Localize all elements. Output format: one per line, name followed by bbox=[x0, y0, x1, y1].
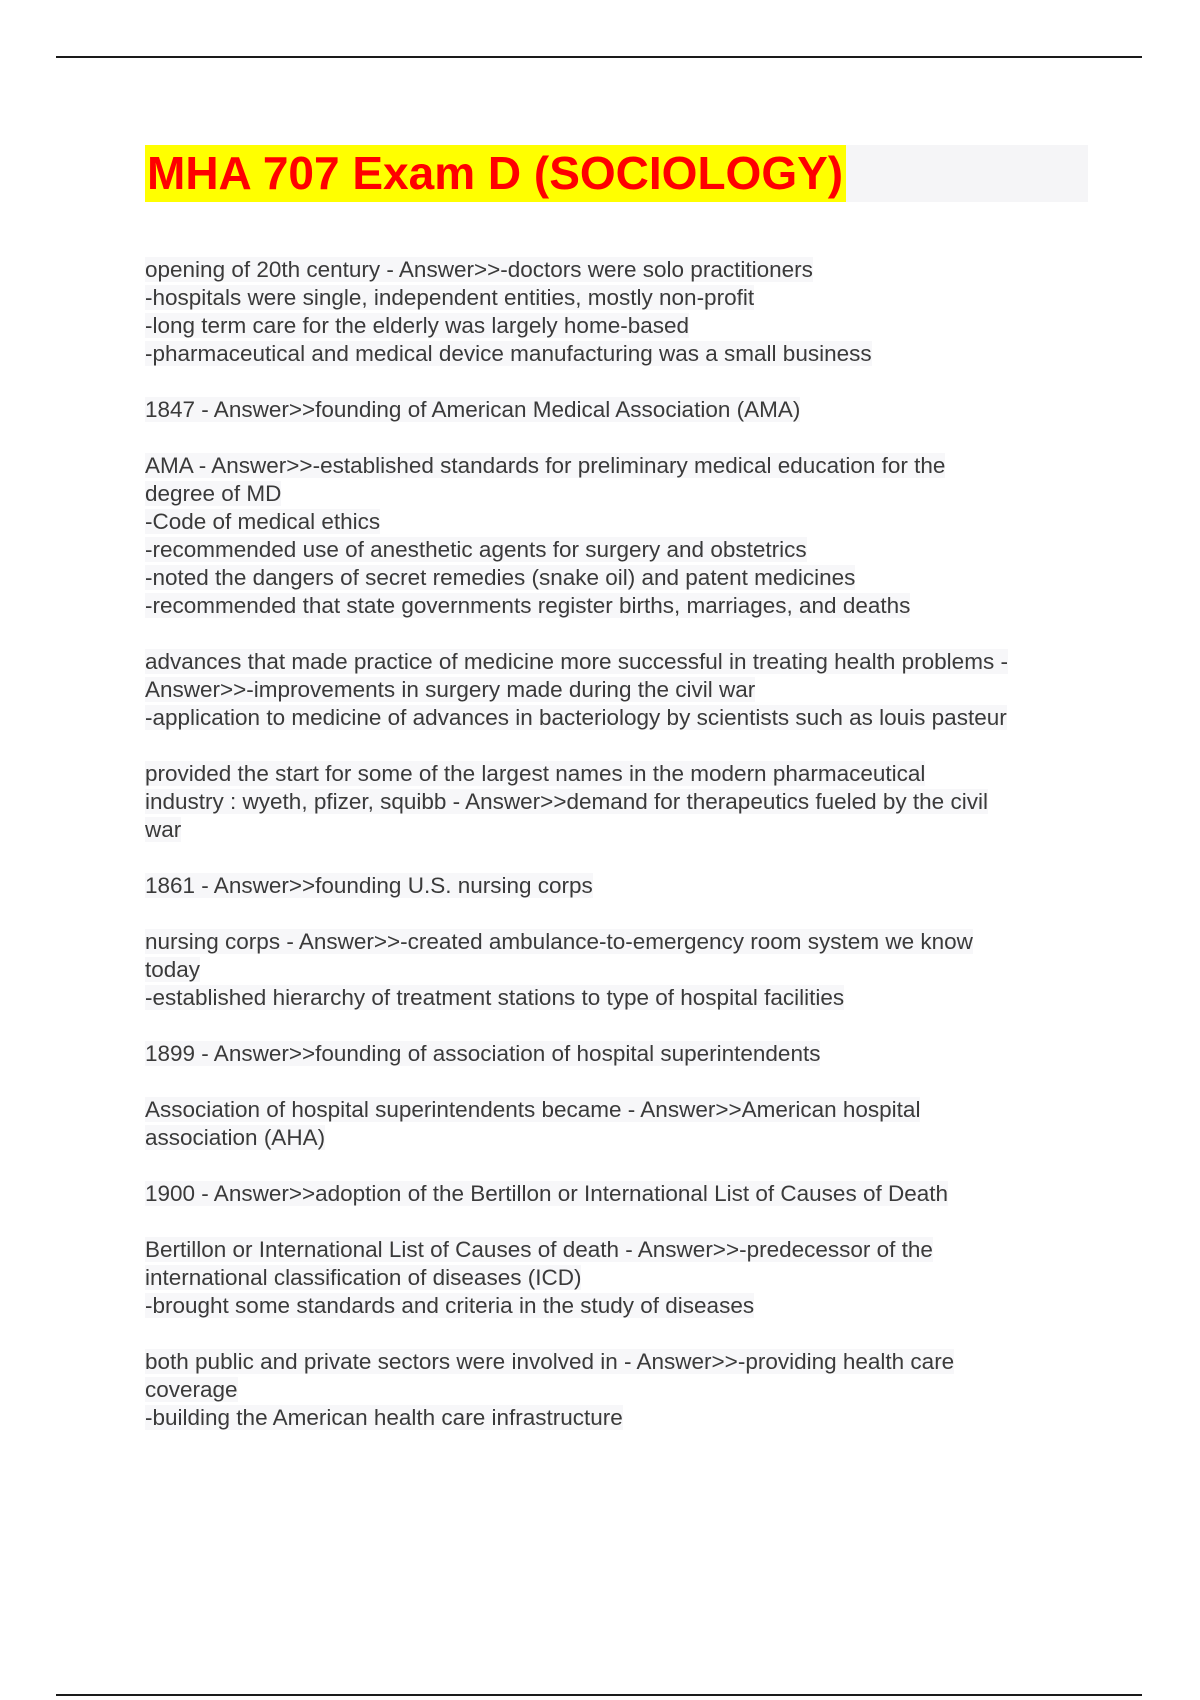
entry-line-text: 1861 - Answer>>founding U.S. nursing corps bbox=[145, 873, 593, 898]
entry-line-text: 1900 - Answer>>adoption of the Bertillon or International List of Causes of Death bbox=[145, 1181, 949, 1206]
entry-line-text: industry : wyeth, pfizer, squibb - Answer>>demand for therapeutics fueled by the civil bbox=[145, 789, 988, 814]
entry-line-text: -recommended that state governments register births, marriages, and deaths bbox=[145, 593, 911, 618]
entry-line bbox=[145, 928, 1085, 956]
entry-line bbox=[145, 1404, 1085, 1432]
qa-entry bbox=[145, 452, 1085, 620]
qa-entry bbox=[145, 928, 1085, 1012]
entry-line-text: degree of MD bbox=[145, 481, 282, 506]
entry-line-text: both public and private sectors were involved in - Answer>>-providing health care bbox=[145, 1349, 955, 1374]
entry-line-text: -application to medicine of advances in bacteriology by scientists such as louis pasteur bbox=[145, 705, 1007, 730]
entry-line bbox=[145, 340, 1085, 368]
entry-line-text: AMA - Answer>>-established standards for preliminary medical education for the bbox=[145, 453, 946, 478]
entry-line bbox=[145, 788, 1085, 816]
entry-line bbox=[145, 284, 1085, 312]
entry-line bbox=[145, 1096, 1085, 1124]
entry-line-text: -pharmaceutical and medical device manufacturing was a small business bbox=[145, 341, 872, 366]
entry-line bbox=[145, 872, 1085, 900]
entry-line-text: 1847 - Answer>>founding of American Medical Association (AMA) bbox=[145, 397, 801, 422]
bottom-rule bbox=[56, 1694, 1142, 1696]
entry-line-text: war bbox=[145, 817, 182, 842]
entry-line bbox=[145, 1180, 1085, 1208]
entry-line-text: Answer>>-improvements in surgery made during the civil war bbox=[145, 677, 756, 702]
qa-entry bbox=[145, 1348, 1085, 1432]
entry-line-text: today bbox=[145, 957, 201, 982]
entry-line bbox=[145, 984, 1085, 1012]
entry-line bbox=[145, 396, 1085, 424]
entry-line-text: Bertillon or International List of Causes of death - Answer>>-predecessor of the bbox=[145, 1237, 933, 1262]
entry-line-text: opening of 20th century - Answer>>-doctors were solo practitioners bbox=[145, 257, 813, 282]
entry-line-text: -long term care for the elderly was largely home-based bbox=[145, 313, 689, 338]
entry-line-text: international classification of diseases (ICD) bbox=[145, 1265, 582, 1290]
document-body bbox=[145, 256, 1085, 1460]
entry-line-text: -established hierarchy of treatment stations to type of hospital facilities bbox=[145, 985, 845, 1010]
title-band bbox=[145, 145, 1088, 202]
entry-line-text: association (AHA) bbox=[145, 1125, 326, 1150]
qa-entry bbox=[145, 1040, 1085, 1068]
document-title: MHA 707 Exam D (SOCIOLOGY) bbox=[145, 145, 846, 202]
entry-line-text: provided the start for some of the largest names in the modern pharmaceutical bbox=[145, 761, 926, 786]
entry-line-text: 1899 - Answer>>founding of association of hospital superintendents bbox=[145, 1041, 821, 1066]
entry-line bbox=[145, 1292, 1085, 1320]
entry-line bbox=[145, 1376, 1085, 1404]
entry-line bbox=[145, 312, 1085, 340]
entry-line bbox=[145, 564, 1085, 592]
entry-line bbox=[145, 1264, 1085, 1292]
entry-line bbox=[145, 676, 1085, 704]
qa-entry bbox=[145, 1180, 1085, 1208]
qa-entry bbox=[145, 648, 1085, 732]
entry-line bbox=[145, 256, 1085, 284]
entry-line bbox=[145, 536, 1085, 564]
entry-line-text: Association of hospital superintendents became - Answer>>American hospital bbox=[145, 1097, 921, 1122]
entry-line bbox=[145, 648, 1085, 676]
entry-line-text: -brought some standards and criteria in the study of diseases bbox=[145, 1293, 755, 1318]
entry-line bbox=[145, 1236, 1085, 1264]
entry-line bbox=[145, 508, 1085, 536]
qa-entry bbox=[145, 1236, 1085, 1320]
entry-line-text: -Code of medical ethics bbox=[145, 509, 381, 534]
entry-line-text: advances that made practice of medicine more successful in treating health problems - bbox=[145, 649, 1008, 674]
entry-line bbox=[145, 956, 1085, 984]
entry-line bbox=[145, 1124, 1085, 1152]
entry-line-text: -noted the dangers of secret remedies (snake oil) and patent medicines bbox=[145, 565, 856, 590]
entry-line-text: -building the American health care infrastructure bbox=[145, 1405, 623, 1430]
entry-line-text: nursing corps - Answer>>-created ambulance-to-emergency room system we know bbox=[145, 929, 973, 954]
entry-line bbox=[145, 1348, 1085, 1376]
qa-entry bbox=[145, 1096, 1085, 1152]
entry-line bbox=[145, 592, 1085, 620]
entry-line bbox=[145, 704, 1085, 732]
entry-line bbox=[145, 480, 1085, 508]
qa-entry bbox=[145, 872, 1085, 900]
entry-line-text: coverage bbox=[145, 1377, 238, 1402]
entry-line-text: -recommended use of anesthetic agents for surgery and obstetrics bbox=[145, 537, 807, 562]
entry-line bbox=[145, 1040, 1085, 1068]
qa-entry bbox=[145, 760, 1085, 844]
top-rule bbox=[56, 56, 1142, 58]
entry-line-text: -hospitals were single, independent entities, mostly non-profit bbox=[145, 285, 755, 310]
entry-line bbox=[145, 816, 1085, 844]
qa-entry bbox=[145, 396, 1085, 424]
entry-line bbox=[145, 760, 1085, 788]
entry-line bbox=[145, 452, 1085, 480]
qa-entry bbox=[145, 256, 1085, 368]
